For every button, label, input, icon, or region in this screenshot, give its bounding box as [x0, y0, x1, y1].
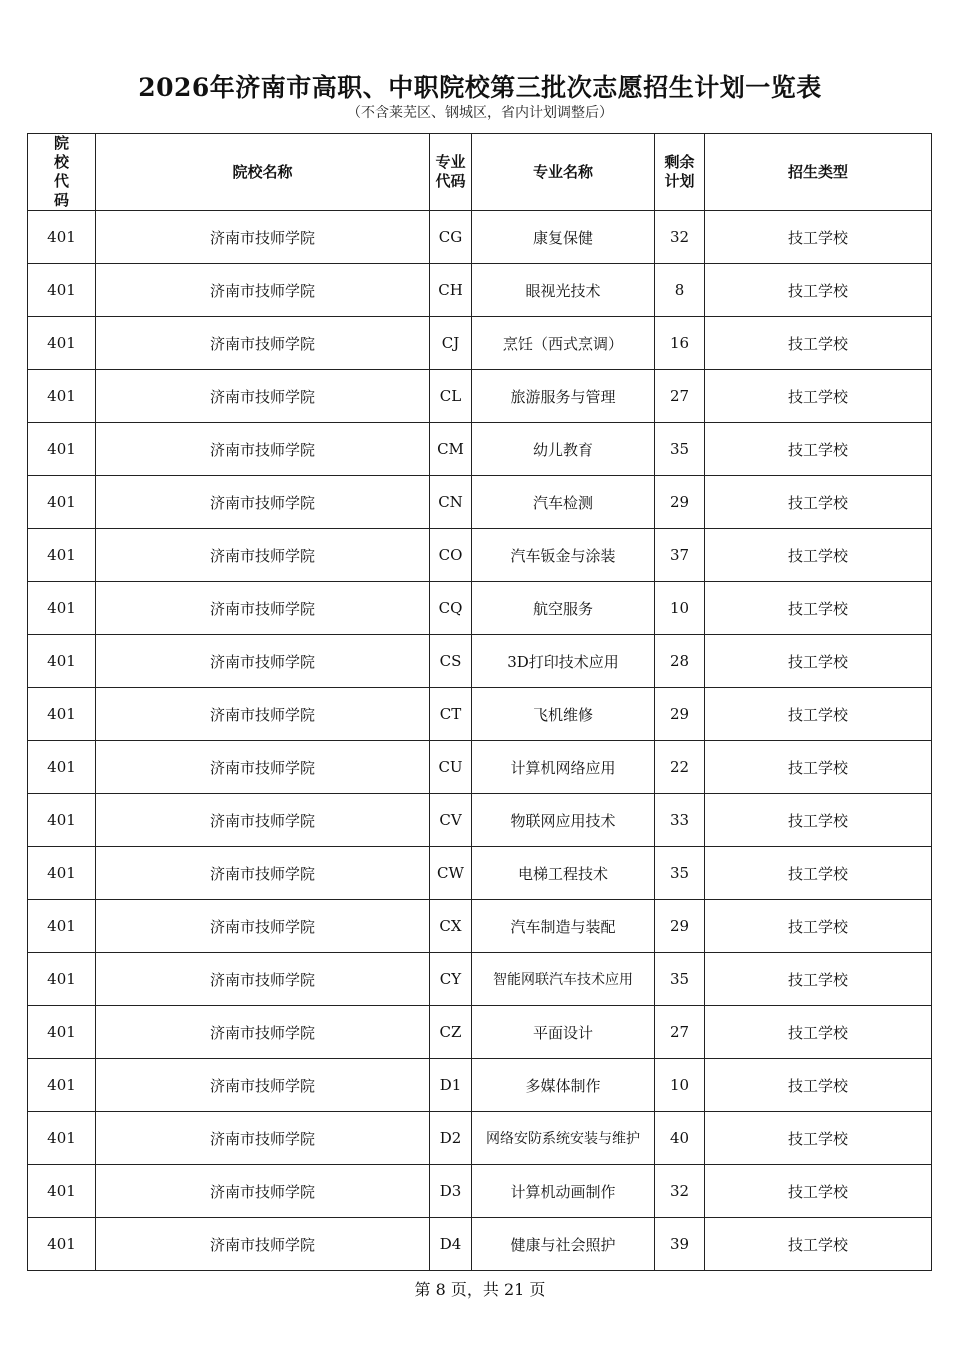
table-row — [28, 370, 932, 423]
cell-school-code: 401 — [28, 317, 96, 370]
table-header-row — [28, 134, 932, 211]
cell-school-code: 401 — [28, 635, 96, 688]
table-row — [28, 1006, 932, 1059]
table-row — [28, 211, 932, 264]
header-school-code: 院校代码 — [28, 134, 96, 211]
cell-major-code: CH — [430, 264, 472, 317]
cell-school-code: 401 — [28, 211, 96, 264]
cell-major-name: 计算机网络应用 — [472, 741, 655, 794]
cell-school-code: 401 — [28, 794, 96, 847]
table-row — [28, 1112, 932, 1165]
cell-major-code: CQ — [430, 582, 472, 635]
cell-major-code: CU — [430, 741, 472, 794]
cell-type: 技工学校 — [705, 1218, 932, 1271]
header-major-code: 专业代码 — [430, 134, 472, 211]
cell-major-code: CL — [430, 370, 472, 423]
cell-type: 技工学校 — [705, 953, 932, 1006]
cell-major-code: CY — [430, 953, 472, 1006]
cell-school-code: 401 — [28, 847, 96, 900]
cell-school-name: 济南市技师学院 — [96, 476, 430, 529]
table-row — [28, 741, 932, 794]
cell-type: 技工学校 — [705, 1165, 932, 1218]
cell-school-code: 401 — [28, 1006, 96, 1059]
cell-major-code: D2 — [430, 1112, 472, 1165]
cell-school-code: 401 — [28, 741, 96, 794]
cell-major-code: CS — [430, 635, 472, 688]
cell-school-code: 401 — [28, 1112, 96, 1165]
cell-school-code: 401 — [28, 1218, 96, 1271]
cell-school-name: 济南市技师学院 — [96, 582, 430, 635]
header-school-name: 院校名称 — [96, 134, 430, 211]
table-row — [28, 264, 932, 317]
cell-type: 技工学校 — [705, 317, 932, 370]
cell-remaining: 27 — [655, 1006, 705, 1059]
cell-school-name: 济南市技师学院 — [96, 1006, 430, 1059]
cell-remaining: 39 — [655, 1218, 705, 1271]
table-row — [28, 953, 932, 1006]
cell-school-name: 济南市技师学院 — [96, 953, 430, 1006]
cell-remaining: 8 — [655, 264, 705, 317]
table-row — [28, 1218, 932, 1271]
cell-major-code: CX — [430, 900, 472, 953]
cell-type: 技工学校 — [705, 688, 932, 741]
table-row — [28, 317, 932, 370]
cell-major-code: CJ — [430, 317, 472, 370]
cell-major-name: 智能网联汽车技术应用 — [472, 953, 655, 1006]
table-row — [28, 688, 932, 741]
cell-major-code: CT — [430, 688, 472, 741]
cell-major-name: 3D打印技术应用 — [472, 635, 655, 688]
cell-type: 技工学校 — [705, 635, 932, 688]
cell-school-code: 401 — [28, 264, 96, 317]
cell-major-name: 健康与社会照护 — [472, 1218, 655, 1271]
cell-major-name: 物联网应用技术 — [472, 794, 655, 847]
header-major-name: 专业名称 — [472, 134, 655, 211]
cell-remaining: 29 — [655, 900, 705, 953]
enrollment-plan-table — [27, 133, 932, 1271]
cell-type: 技工学校 — [705, 211, 932, 264]
cell-major-name: 康复保健 — [472, 211, 655, 264]
cell-school-code: 401 — [28, 476, 96, 529]
cell-major-code: CZ — [430, 1006, 472, 1059]
cell-remaining: 35 — [655, 423, 705, 476]
cell-type: 技工学校 — [705, 264, 932, 317]
cell-major-name: 飞机维修 — [472, 688, 655, 741]
cell-remaining: 22 — [655, 741, 705, 794]
cell-major-name: 电梯工程技术 — [472, 847, 655, 900]
cell-remaining: 33 — [655, 794, 705, 847]
cell-school-name: 济南市技师学院 — [96, 688, 430, 741]
table-row — [28, 529, 932, 582]
cell-major-name: 旅游服务与管理 — [472, 370, 655, 423]
cell-school-code: 401 — [28, 1059, 96, 1112]
cell-school-name: 济南市技师学院 — [96, 317, 430, 370]
cell-school-name: 济南市技师学院 — [96, 423, 430, 476]
cell-major-code: D4 — [430, 1218, 472, 1271]
cell-major-code: D3 — [430, 1165, 472, 1218]
cell-major-code: CM — [430, 423, 472, 476]
cell-major-code: CN — [430, 476, 472, 529]
cell-major-name: 汽车制造与装配 — [472, 900, 655, 953]
cell-major-name: 计算机动画制作 — [472, 1165, 655, 1218]
cell-major-code: CO — [430, 529, 472, 582]
cell-school-name: 济南市技师学院 — [96, 1218, 430, 1271]
table-row — [28, 1059, 932, 1112]
cell-remaining: 29 — [655, 476, 705, 529]
cell-school-code: 401 — [28, 423, 96, 476]
cell-type: 技工学校 — [705, 529, 932, 582]
table-row — [28, 635, 932, 688]
cell-school-name: 济南市技师学院 — [96, 1059, 430, 1112]
cell-major-name: 平面设计 — [472, 1006, 655, 1059]
cell-type: 技工学校 — [705, 1059, 932, 1112]
cell-remaining: 16 — [655, 317, 705, 370]
cell-school-name: 济南市技师学院 — [96, 370, 430, 423]
cell-major-code: CG — [430, 211, 472, 264]
cell-remaining: 35 — [655, 953, 705, 1006]
cell-school-code: 401 — [28, 582, 96, 635]
cell-remaining: 10 — [655, 1059, 705, 1112]
cell-type: 技工学校 — [705, 1112, 932, 1165]
cell-type: 技工学校 — [705, 582, 932, 635]
cell-remaining: 37 — [655, 529, 705, 582]
cell-school-name: 济南市技师学院 — [96, 900, 430, 953]
cell-school-name: 济南市技师学院 — [96, 847, 430, 900]
cell-remaining: 10 — [655, 582, 705, 635]
cell-remaining: 27 — [655, 370, 705, 423]
cell-type: 技工学校 — [705, 794, 932, 847]
table-body — [28, 211, 932, 1271]
table-row — [28, 847, 932, 900]
cell-remaining: 32 — [655, 1165, 705, 1218]
cell-remaining: 35 — [655, 847, 705, 900]
header-type: 招生类型 — [705, 134, 932, 211]
page-subtitle: （不含莱芜区、钢城区，省内计划调整后） — [347, 105, 613, 121]
cell-type: 技工学校 — [705, 900, 932, 953]
cell-school-name: 济南市技师学院 — [96, 794, 430, 847]
table-row — [28, 423, 932, 476]
cell-school-code: 401 — [28, 953, 96, 1006]
page-footer: 第 8 页，共 21 页 — [414, 1280, 546, 1299]
table-row — [28, 476, 932, 529]
cell-major-name: 网络安防系统安装与维护 — [472, 1112, 655, 1165]
cell-type: 技工学校 — [705, 476, 932, 529]
cell-school-code: 401 — [28, 688, 96, 741]
page-title: 2026年济南市高职、中职院校第三批次志愿招生计划一览表 — [138, 73, 822, 102]
cell-major-name: 幼儿教育 — [472, 423, 655, 476]
cell-school-name: 济南市技师学院 — [96, 635, 430, 688]
cell-school-name: 济南市技师学院 — [96, 264, 430, 317]
cell-major-name: 烹饪（西式烹调） — [472, 317, 655, 370]
cell-school-code: 401 — [28, 370, 96, 423]
cell-major-name: 眼视光技术 — [472, 264, 655, 317]
cell-major-name: 汽车钣金与涂装 — [472, 529, 655, 582]
cell-remaining: 32 — [655, 211, 705, 264]
cell-remaining: 28 — [655, 635, 705, 688]
cell-major-code: CW — [430, 847, 472, 900]
cell-school-code: 401 — [28, 900, 96, 953]
cell-type: 技工学校 — [705, 847, 932, 900]
cell-major-code: D1 — [430, 1059, 472, 1112]
cell-type: 技工学校 — [705, 370, 932, 423]
header-remaining: 剩余计划 — [655, 134, 705, 211]
cell-school-name: 济南市技师学院 — [96, 529, 430, 582]
cell-school-name: 济南市技师学院 — [96, 741, 430, 794]
cell-school-name: 济南市技师学院 — [96, 1165, 430, 1218]
cell-remaining: 29 — [655, 688, 705, 741]
cell-type: 技工学校 — [705, 1006, 932, 1059]
table-row — [28, 582, 932, 635]
cell-major-name: 多媒体制作 — [472, 1059, 655, 1112]
cell-remaining: 40 — [655, 1112, 705, 1165]
table-row — [28, 1165, 932, 1218]
cell-major-code: CV — [430, 794, 472, 847]
cell-type: 技工学校 — [705, 741, 932, 794]
cell-type: 技工学校 — [705, 423, 932, 476]
cell-school-code: 401 — [28, 1165, 96, 1218]
table-row — [28, 900, 932, 953]
cell-major-name: 汽车检测 — [472, 476, 655, 529]
cell-school-name: 济南市技师学院 — [96, 1112, 430, 1165]
table-row — [28, 794, 932, 847]
cell-major-name: 航空服务 — [472, 582, 655, 635]
cell-school-code: 401 — [28, 529, 96, 582]
cell-school-name: 济南市技师学院 — [96, 211, 430, 264]
